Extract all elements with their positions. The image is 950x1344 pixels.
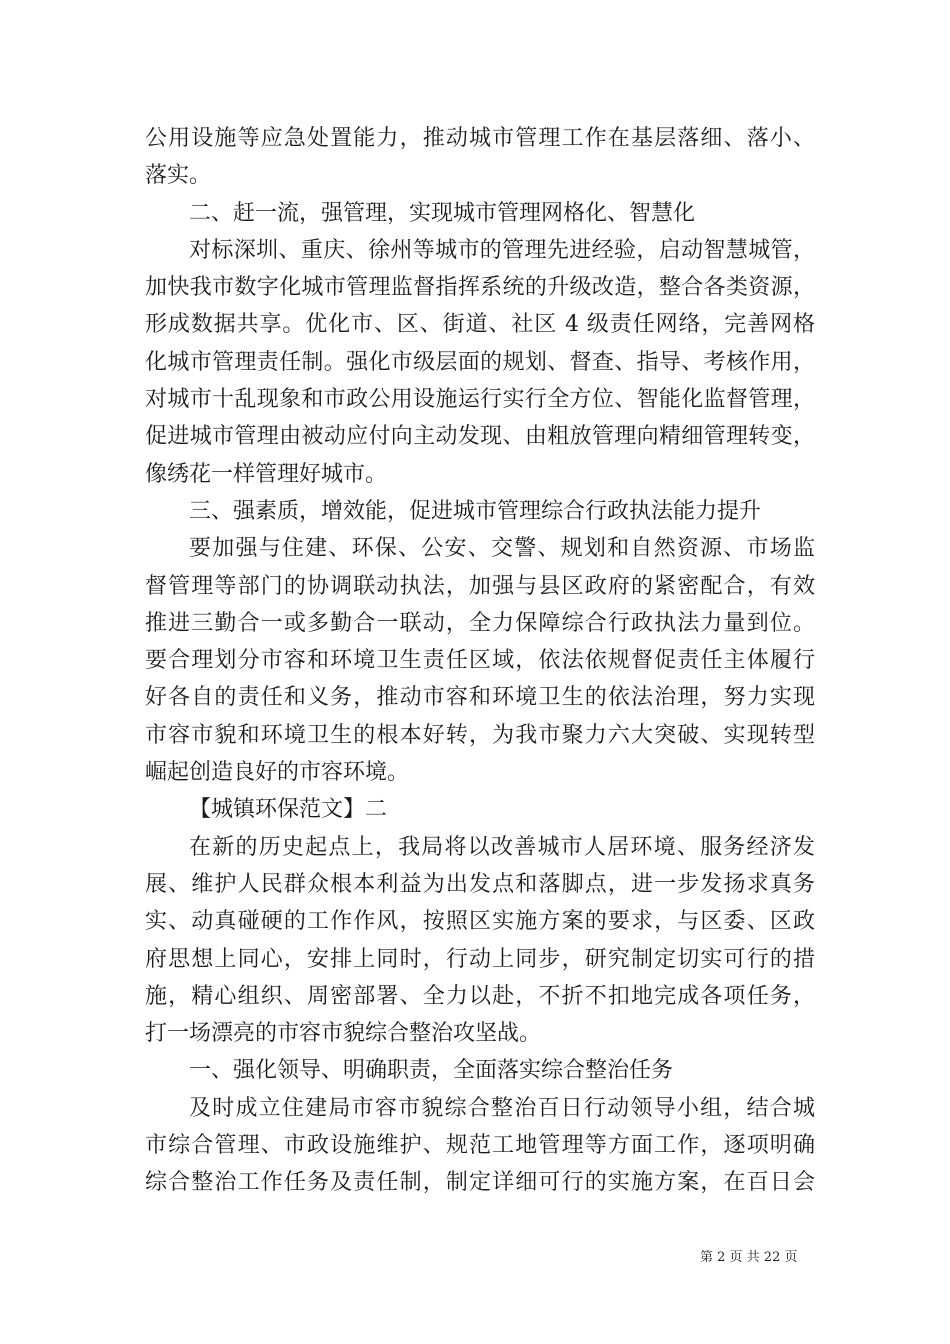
text-line: 要合理划分市容和环境卫生责任区域，依法依规督促责任主体履行 [145,648,815,674]
text-line: 二、赶一流，强管理，实现城市管理网格化、智慧化 [189,200,696,226]
text-line: 落实。 [145,163,212,189]
text-line: 市容市貌和环境卫生的根本好转，为我市聚力六大突破、实现转型 [145,722,815,748]
text-line: 在新的历史起点上，我局将以改善城市人居环境、服务经济发 [189,834,815,860]
text-line: 像绣花一样管理好城市。 [145,461,388,487]
text-line: 形成数据共享。优化市、区、街道、社区 4 级责任网络，完善网格 [145,312,815,338]
text-line: 促进城市管理由被动应付向主动发现、由粗放管理向精细管理转变， [145,424,815,450]
text-line: 施，精心组织、周密部署、全力以赴，不折不扣地完成各项任务， [145,983,815,1009]
document-body [145,120,815,1202]
text-line: 三、强素质，增效能，促进城市管理综合行政执法能力提升 [189,498,762,524]
text-line: 好各自的责任和义务，推动市容和环境卫生的依法治理，努力实现 [145,685,815,711]
text-line: 公用设施等应急处置能力，推动城市管理工作在基层落细、落小、 [145,126,815,151]
text-line: 化城市管理责任制。强化市级层面的规划、督查、指导、考核作用， [145,349,815,375]
text-line: 推进三勤合一或多勤合一联动，全力保障综合行政执法力量到位。 [145,610,815,636]
text-line: 府思想上同心，安排上同时，行动上同步，研究制定切实可行的措 [145,946,815,972]
text-line: 对标深圳、重庆、徐州等城市的管理先进经验，启动智慧城管， [189,237,815,263]
text-line: 督管理等部门的协调联动执法，加强与县区政府的紧密配合，有效 [145,573,815,599]
text-line: 市综合管理、市政设施维护、规范工地管理等方面工作，逐项明确 [145,1133,815,1159]
text-line: 展、维护人民群众根本利益为出发点和落脚点，进一步发扬求真务 [145,871,815,897]
text-line: 及时成立住建局市容市貌综合整治百日行动领导小组，结合城 [189,1095,815,1121]
text-line: 打一场漂亮的市容市貌综合整治攻坚战。 [145,1021,542,1047]
text-line: 【城镇环保范文】二 [189,797,388,823]
text-line: 实、动真碰硬的工作作风，按照区实施方案的要求，与区委、区政 [145,909,815,935]
text-line: 崛起创造良好的市容环境。 [145,760,410,786]
text-line: 要加强与住建、环保、公安、交警、规划和自然资源、市场监 [189,536,815,562]
text-line: 对城市十乱现象和市政公用设施运行实行全方位、智能化监督管理， [145,387,815,413]
text-line: 综合整治工作任务及责任制，制定详细可行的实施方案，在百日会 [145,1170,815,1196]
text-line: 一、强化领导、明确职责，全面落实综合整治任务 [189,1058,674,1084]
page-number: 第 2 页 共 22 页 [700,1250,798,1265]
text-line: 加快我市数字化城市管理监督指挥系统的升级改造，整合各类资源， [145,275,815,301]
